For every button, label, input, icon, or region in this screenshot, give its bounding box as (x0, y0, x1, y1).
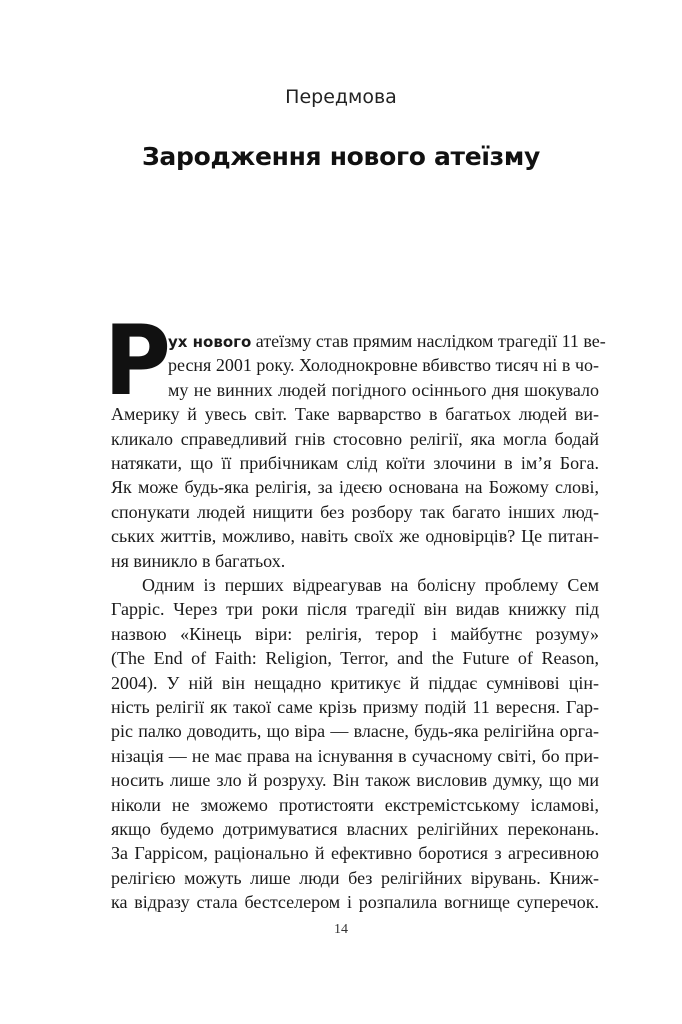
section-label: Передмова (285, 86, 397, 108)
lead-in-rest: атеїзму став прямим наслідком трагедії 11 ве- (251, 331, 606, 351)
text-line: релігією можуть лише люди без релігійних вірувань. Книж- (111, 867, 599, 888)
text-line: ресня 2001 року. Холоднокровне вбивство тисяч ні в чо- (168, 355, 599, 376)
drop-cap: Р (104, 305, 171, 417)
lead-in-bold: ух нового (168, 333, 252, 351)
text-line: За Гаррісом, раціонально й ефективно боротися з агресивною (111, 843, 599, 864)
text-line: кликало справедливий гнів стосовно релігії, яка могла бодай (111, 428, 599, 449)
text-line: носить лише зло й розруху. Він також висловив думку, що ми (111, 770, 599, 791)
text-line: Гарріс. Через три роки після трагедії він видав книжку під (111, 599, 599, 620)
text-line: 2004). У ній він нещадно критикує й піддає сумнівові цін- (111, 672, 599, 693)
text-line: ніколи не зможемо протистояти екстремістському ісламові, (111, 794, 599, 815)
chapter-title: Зародження нового атеїзму (141, 142, 541, 171)
text-line (168, 329, 606, 354)
text-line: ріс палко доводить, що віра — власне, будь-яка релігійна орга- (111, 721, 599, 742)
text-line: ність релігії як такої саме крізь призму подій 11 вересня. Гар- (111, 697, 599, 717)
text-line: му не винних людей погідного осіннього дня шокувало (168, 379, 599, 400)
text-line: натякати, що її прибічникам слід коїти злочини в ім’я Бога. (111, 453, 599, 473)
text-line: ня виникло в багатьох. (111, 550, 286, 571)
page-number: 14 (334, 922, 348, 937)
text-line: нізація — не має права на існування в сучасному світі, бо при- (111, 745, 599, 766)
text-line: Як може будь-яка релігія, за ідеєю основана на Божому слові, (111, 477, 599, 498)
text-line: спонукати людей нищити без розбору так багато інших люд- (111, 501, 599, 522)
text-line: ка відразу стала бестселером і розпалила вогнище суперечок. (111, 892, 599, 913)
text-line: назвою «Кінець віри: релігія, терор і майбутнє розуму» (111, 623, 599, 644)
text-line: Одним із перших відреагував на болісну проблему Сем (142, 575, 599, 595)
text-line: ських життів, можливо, навіть своїх же одновірців? Це питан- (111, 526, 599, 547)
text-line: Америку й увесь світ. Таке варварство в багатьох людей ви- (111, 404, 599, 425)
text-line: (The End of Faith: Religion, Terror, and the Future of Reason, (111, 648, 599, 669)
text-line: якщо будемо дотримуватися власних релігійних переконань. (111, 819, 599, 839)
